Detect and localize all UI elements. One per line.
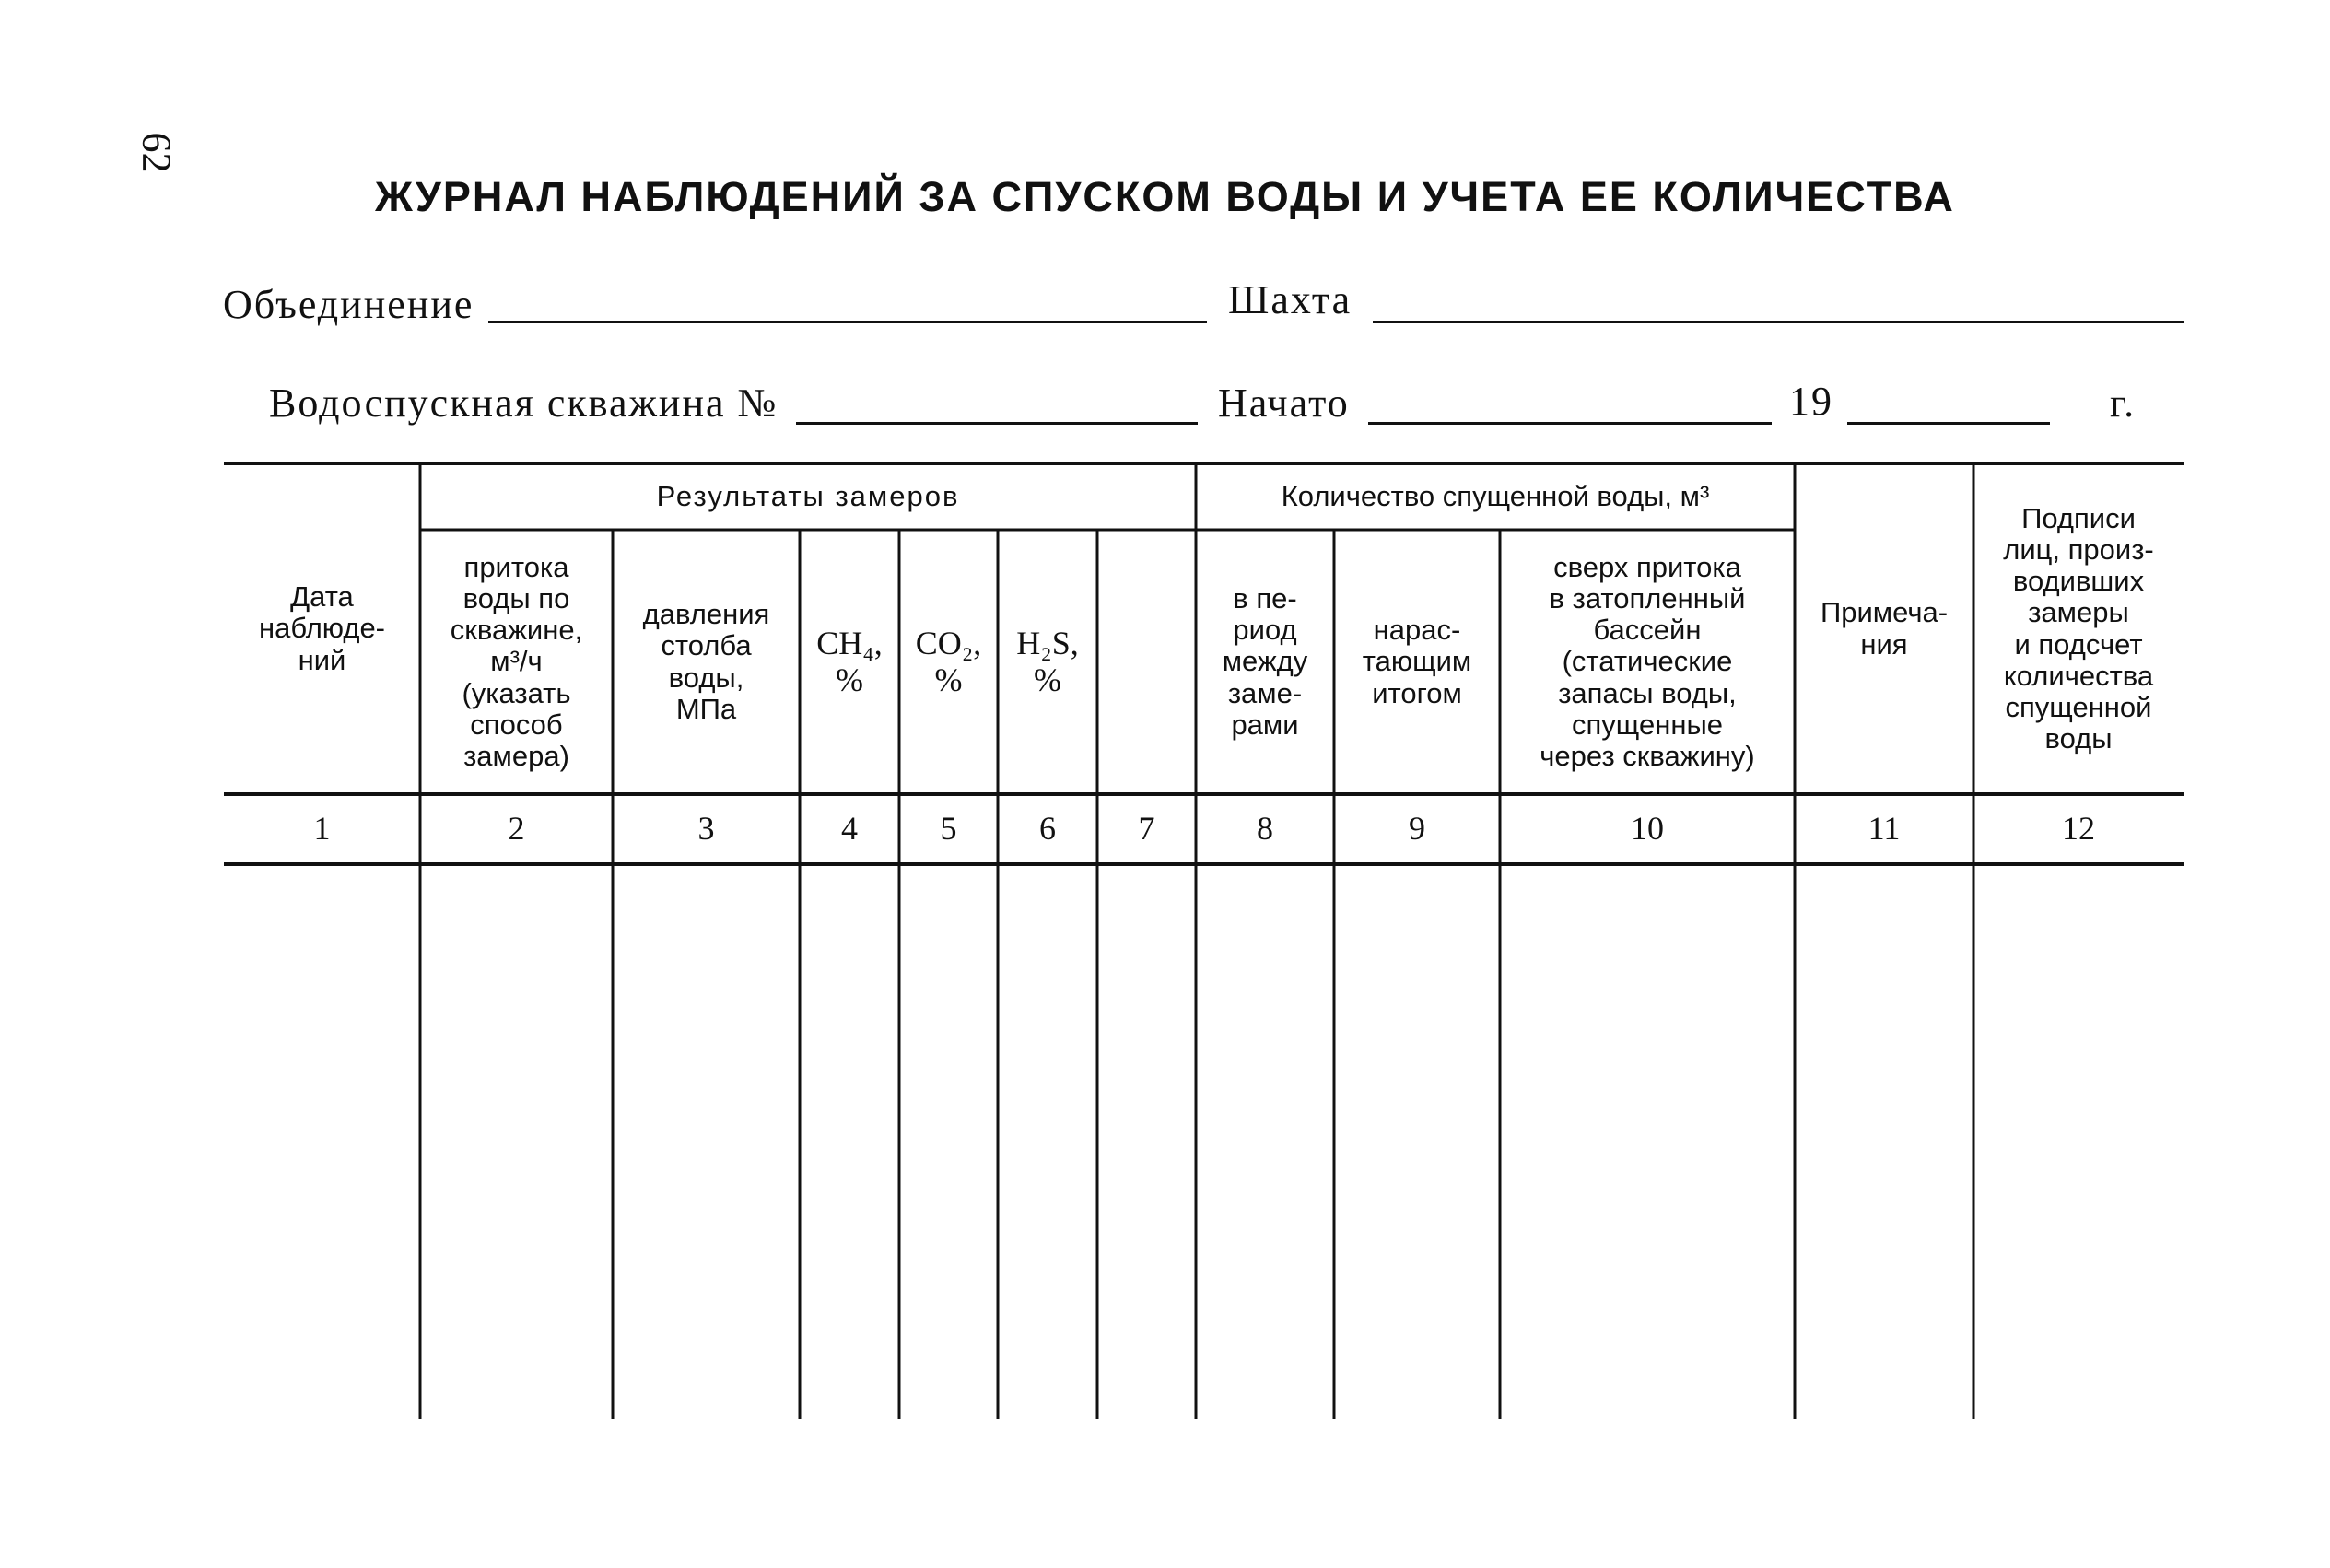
column-header-ch4: CH₄, % <box>816 624 883 698</box>
group-header-water-quantity: Количество спущенной воды, м³ <box>1281 479 1710 512</box>
association-label: Объединение <box>223 282 474 327</box>
column-header-date: Дата наблюде- ний <box>258 580 386 676</box>
column-header-blank <box>1097 530 1196 794</box>
column-number: 5 <box>940 810 957 848</box>
column-number: 10 <box>1631 810 1664 848</box>
started-label: Начато <box>1218 380 1350 426</box>
column-number: 8 <box>1257 810 1273 848</box>
column-number: 11 <box>1868 810 1901 848</box>
column-number: 4 <box>841 810 858 848</box>
column-header-period: в пе- риод между заме- рами <box>1222 582 1308 741</box>
column-number: 2 <box>508 810 525 848</box>
column-header-static-reserves: сверх притока в затопленный бассейн (статические запасы воды, спущенные через скважину) <box>1540 551 1755 772</box>
column-number: 9 <box>1409 810 1425 848</box>
column-header-co2: CO₂, % <box>915 624 982 698</box>
group-header-measurements: Результаты замеров <box>656 479 960 512</box>
column-number: 6 <box>1039 810 1056 848</box>
column-header-signatures: Подписи лиц, произ- водивших замеры и подсчет количества спущенной воды <box>2003 502 2154 755</box>
column-header-h2s: H₂S, % <box>1016 624 1079 698</box>
page-number: 62 <box>134 132 180 173</box>
column-number: 7 <box>1138 810 1155 848</box>
mine-label: Шахта <box>1228 277 1352 322</box>
column-number: 1 <box>313 810 331 848</box>
year-suffix: г. <box>2110 380 2137 426</box>
column-number: 12 <box>2062 810 2095 848</box>
year-prefix: 19 <box>1789 379 1833 424</box>
column-header-notes: Примеча- ния <box>1820 596 1949 661</box>
borehole-label: Водоспускная скважина № <box>269 380 779 426</box>
page-title: ЖУРНАЛ НАБЛЮДЕНИЙ ЗА СПУСКОМ ВОДЫ И УЧЕТА ЕЕ КОЛИЧЕСТВА <box>375 173 1955 220</box>
column-header-pressure: давления столба воды, МПа <box>642 598 770 725</box>
column-header-inflow: притока воды по скважине, м³/ч (указать способ замера) <box>450 551 583 772</box>
column-header-cumulative: нарас- тающим итогом <box>1362 614 1472 709</box>
column-number: 3 <box>697 810 715 848</box>
